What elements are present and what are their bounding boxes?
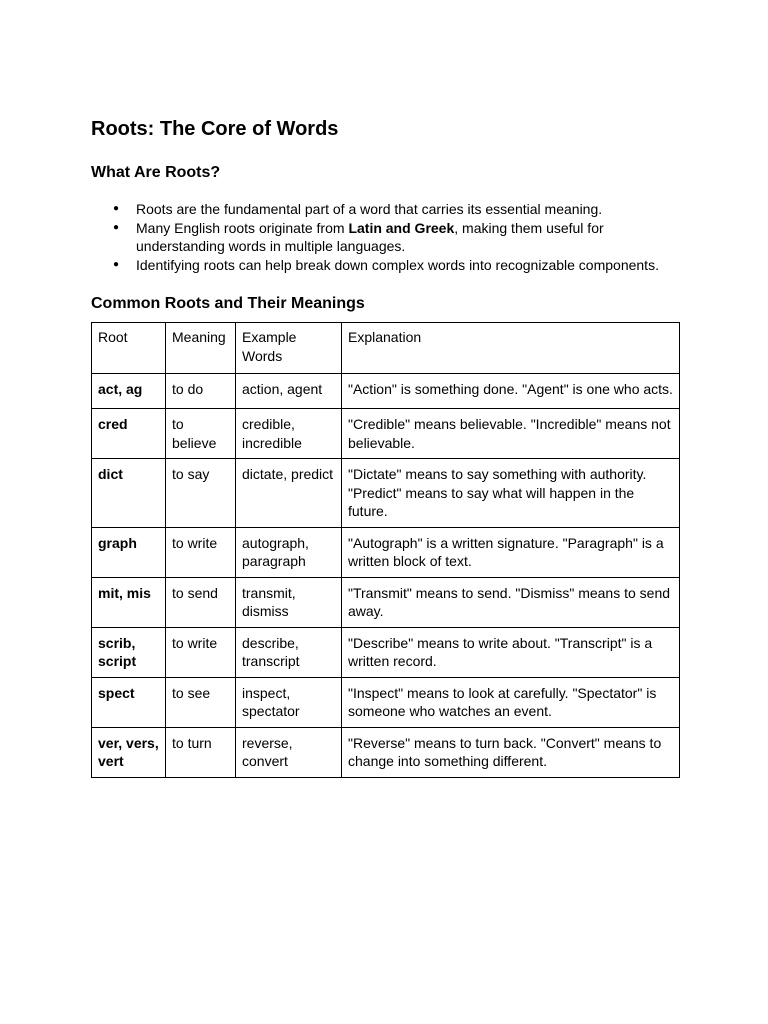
meaning-cell: to send [166, 577, 236, 627]
meaning-cell: to see [166, 677, 236, 727]
list-item [91, 256, 681, 275]
explanation-cell: "Transmit" means to send. "Dismiss" means to send away. [342, 577, 680, 627]
examples-cell: dictate, predict [236, 459, 342, 528]
table-row [92, 374, 680, 409]
examples-cell: inspect, spectator [236, 677, 342, 727]
table-row [92, 677, 680, 727]
section-heading-common-roots: Common Roots and Their Meanings [91, 295, 365, 312]
meaning-cell: to believe [166, 409, 236, 459]
explanation-cell: "Reverse" means to turn back. "Convert" means to change into something different. [342, 727, 680, 777]
root-cell: mit, mis [92, 577, 166, 627]
bullet-dot-icon: ● [113, 258, 120, 270]
examples-cell: credible, incredible [236, 409, 342, 459]
bullet-text: Identifying roots can help break down complex words into recognizable components. [136, 256, 659, 273]
table-header-row [92, 323, 680, 374]
examples-cell: action, agent [236, 374, 342, 409]
meaning-cell: to write [166, 627, 236, 677]
meaning-cell: to do [166, 374, 236, 409]
table-row [92, 577, 680, 627]
roots-table [91, 322, 680, 778]
section-heading-what-are-roots: What Are Roots? [91, 164, 221, 181]
bullet-dot-icon: ● [113, 221, 120, 233]
root-cell: scrib, script [92, 627, 166, 677]
explanation-cell: "Describe" means to write about. "Transcript" is a written record. [342, 627, 680, 677]
examples-cell: reverse, convert [236, 727, 342, 777]
meaning-cell: to write [166, 527, 236, 577]
meaning-cell: to turn [166, 727, 236, 777]
examples-cell: transmit, dismiss [236, 577, 342, 627]
explanation-cell: "Autograph" is a written signature. "Paragraph" is a written block of text. [342, 527, 680, 577]
column-header-example-words: Example Words [236, 323, 342, 374]
column-header-meaning: Meaning [166, 323, 236, 374]
root-cell: graph [92, 527, 166, 577]
bullet-text-start: Many English roots originate from [136, 219, 349, 236]
page-title: Roots: The Core of Words [91, 118, 339, 140]
bullet-text-end: , making them useful for understanding words in multiple languages. [136, 219, 604, 254]
root-cell: cred [92, 409, 166, 459]
root-cell: ver, vers, vert [92, 727, 166, 777]
table-row [92, 727, 680, 777]
explanation-cell: "Inspect" means to look at carefully. "Spectator" is someone who watches an event. [342, 677, 680, 727]
column-header-root: Root [92, 323, 166, 374]
bullet-text-bold: Latin and Greek [348, 219, 455, 236]
explanation-cell: "Dictate" means to say something with authority. "Predict" means to say what will happen in the future. [342, 459, 680, 528]
table-row [92, 459, 680, 528]
roots-bullet-list [91, 200, 681, 274]
examples-cell: autograph, paragraph [236, 527, 342, 577]
bullet-dot-icon: ● [113, 203, 120, 214]
explanation-cell: "Action" is something done. "Agent" is one who acts. [342, 374, 680, 409]
table-row [92, 409, 680, 459]
bullet-text: Roots are the fundamental part of a word that carries its essential meaning. [136, 201, 603, 217]
table-row [92, 627, 680, 677]
root-cell: dict [92, 459, 166, 528]
column-header-explanation: Explanation [342, 323, 680, 374]
root-cell: act, ag [92, 374, 166, 409]
examples-cell: describe, transcript [236, 627, 342, 677]
explanation-cell: "Credible" means believable. "Incredible" means not believable. [342, 409, 680, 459]
table-row [92, 527, 680, 577]
list-item [91, 219, 681, 256]
root-cell: spect [92, 677, 166, 727]
meaning-cell: to say [166, 459, 236, 528]
list-item [91, 200, 681, 219]
